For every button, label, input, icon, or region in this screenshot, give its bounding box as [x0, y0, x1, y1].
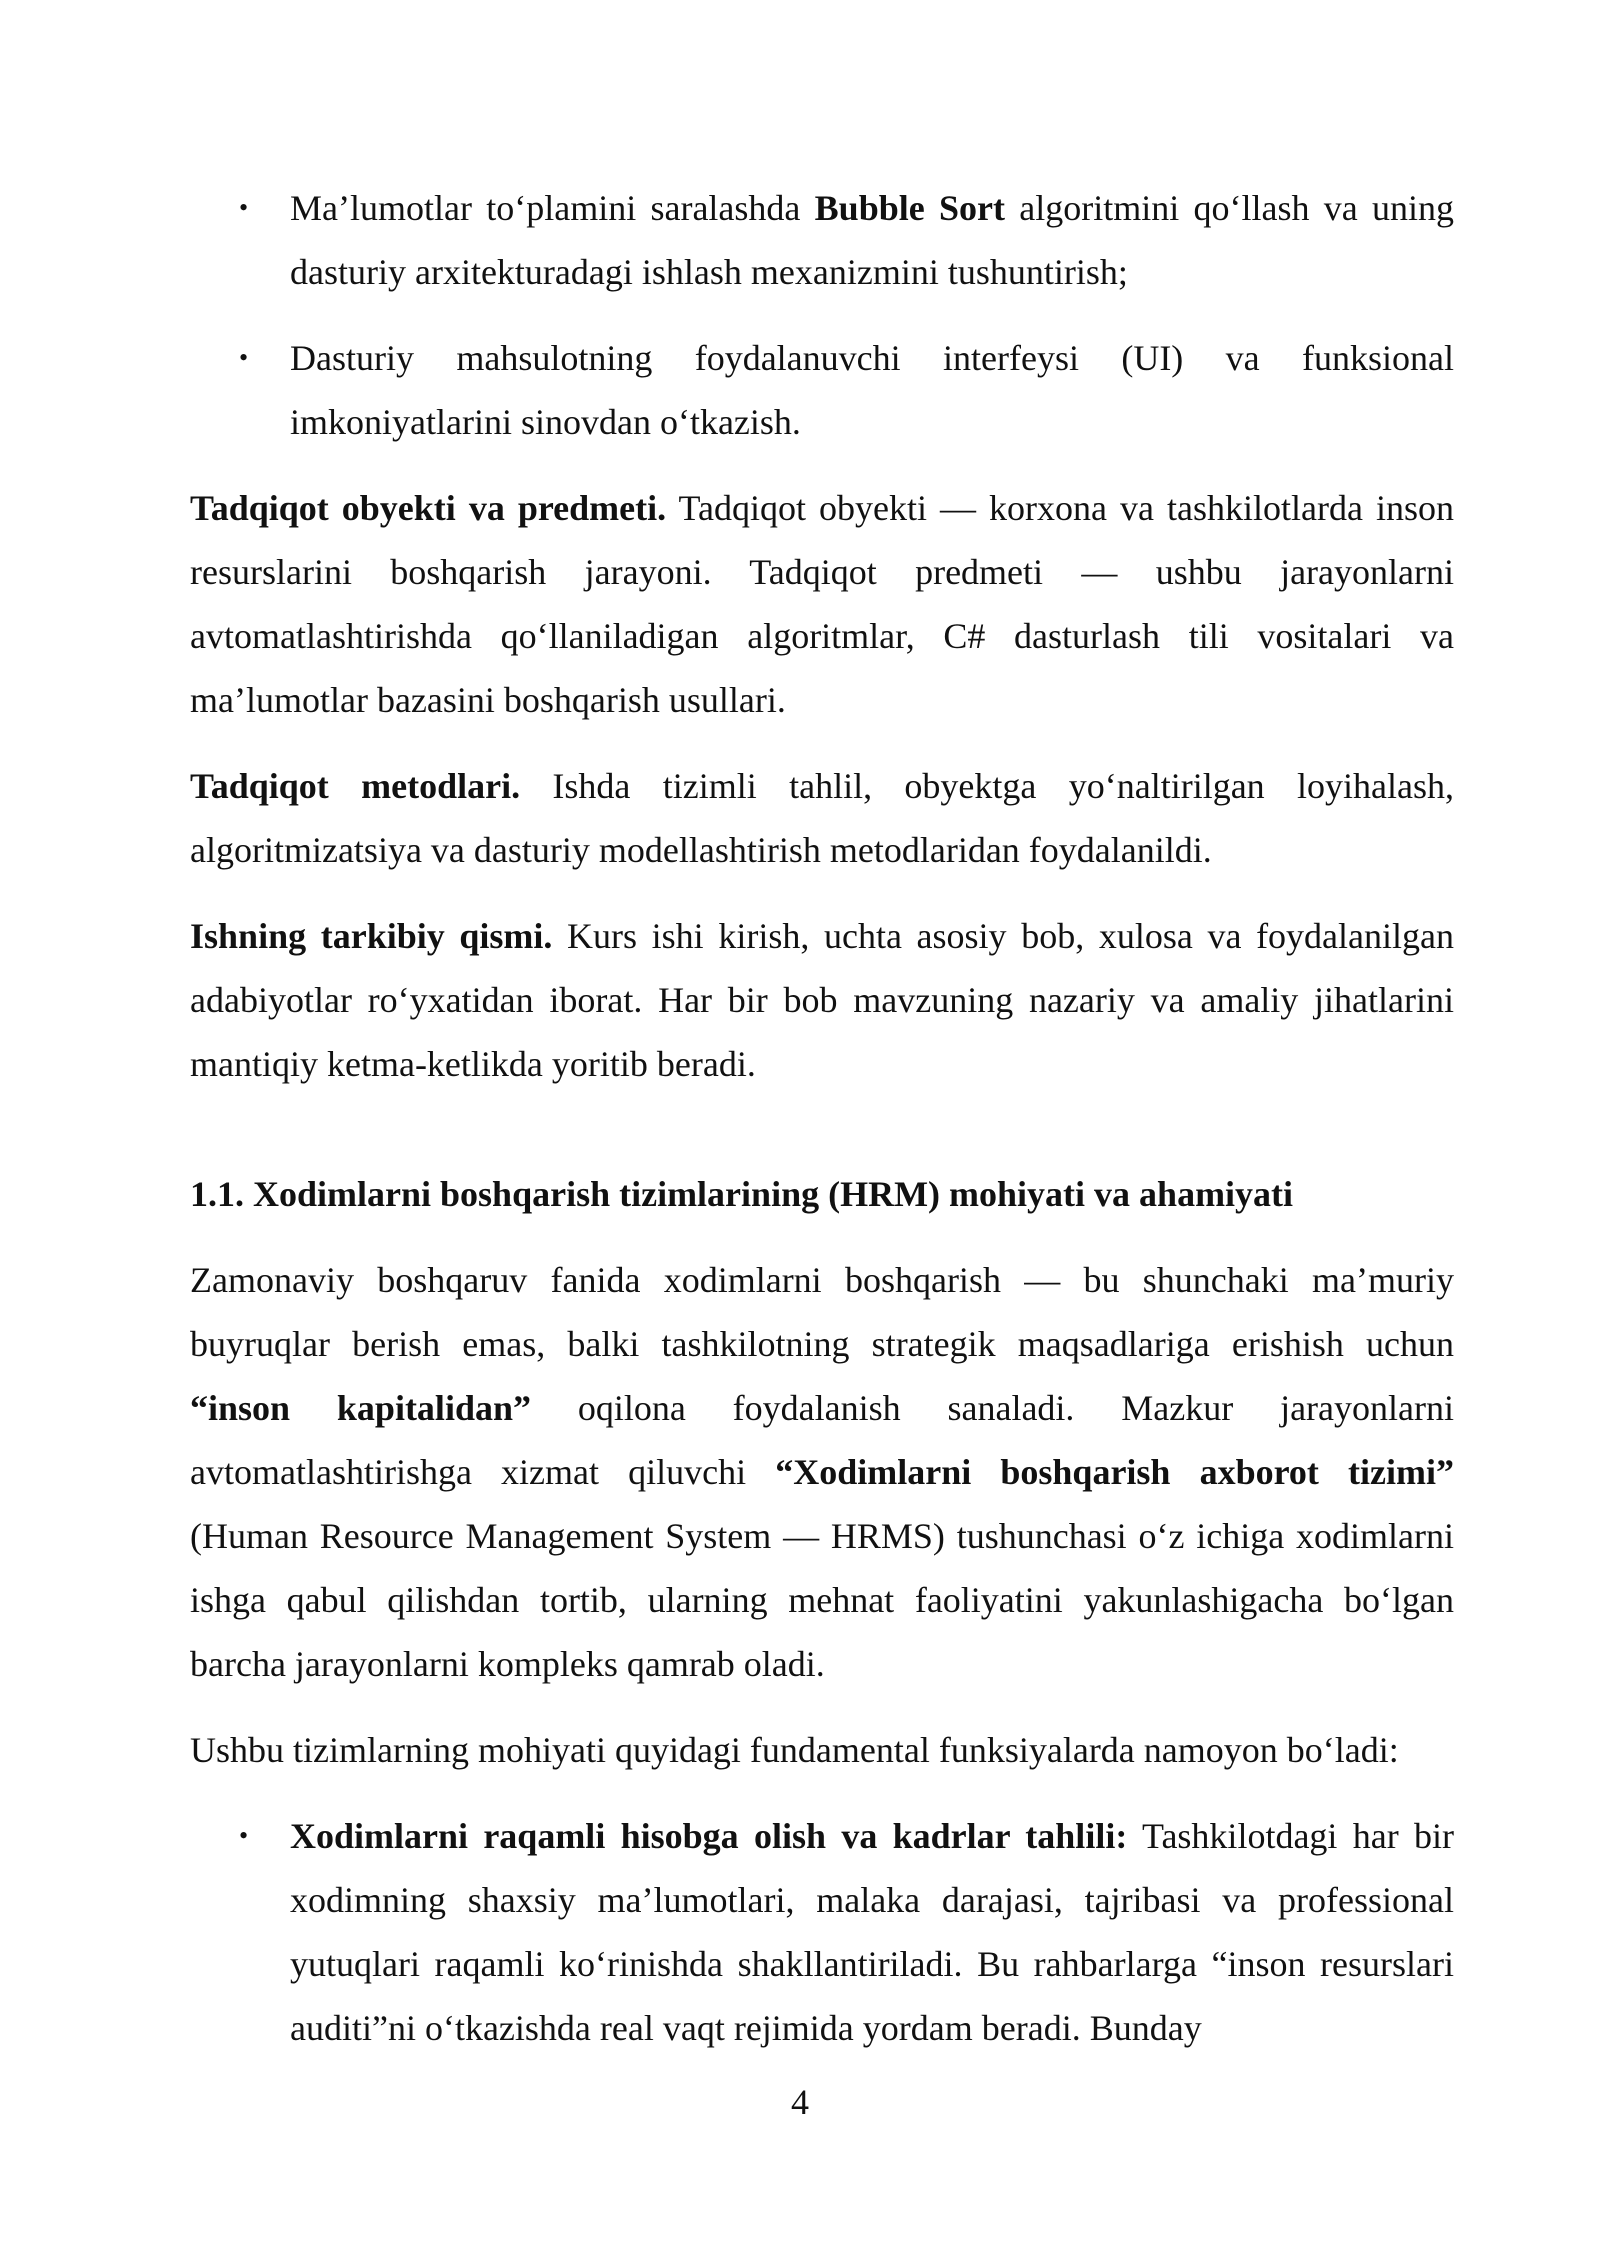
paragraph-text: Kurs ishi kirish, uchta asosiy bob, xulosa va foydalanilgan adabiyotlar ro‘yxatidan iborat. Har bir bob mavzuning nazariy va amaliy jihatlarini mantiqiy ketma-ketlikda yoritib beradi. [190, 916, 1455, 1084]
paragraph-bold: “inson kapitalidan” [190, 1388, 531, 1428]
paragraph-label: Tadqiqot obyekti va predmeti. [190, 488, 667, 528]
bullet-icon: • [239, 193, 249, 222]
list-item-text: Dasturiy mahsulotning foydalanuvchi interfeysi (UI) va funksional imkoniyatlarini sinovdan o‘tkazish. [290, 338, 1454, 442]
paragraph-text: Tadqiqot obyekti — korxona va tashkilotlarda inson resurslarini boshqarish jarayoni. Tadqiqot predmeti — ushbu jarayonlarni avtomatlashtirishda qo‘llaniladigan algoritmlar, C# dasturlash tili vositalari va ma’lumotlar bazasini boshqarish usullari. [190, 488, 1454, 720]
list-item-text: Ma’lumotlar to‘plamini saralashda [290, 188, 815, 228]
paragraph-bold: “Xodimlarni boshqarish axborot tizimi” [775, 1452, 1454, 1492]
paragraph-text: oqilona foydalanish sanaladi. Mazkur jarayonlarni avtomatlashtirishga xizmat qiluvchi [190, 1388, 1454, 1492]
paragraph-label: Tadqiqot metodlari. [190, 766, 521, 806]
hrm-intro-paragraph [190, 1248, 1454, 1696]
bullet-icon: • [239, 1821, 249, 1850]
research-object-paragraph [190, 476, 1454, 732]
list-item [190, 326, 1454, 454]
research-methods-paragraph [190, 754, 1454, 882]
paragraph-label: Ishning tarkibiy qismi. [190, 916, 553, 956]
paragraph-text: Zamonaviy boshqaruv fanida xodimlarni boshqarish — bu shunchaki ma’muriy buyruqlar berish emas, balki tashkilotning strategik maqsadlariga erishish uchun [190, 1260, 1454, 1364]
list-item-bold: Bubble Sort [814, 188, 1005, 228]
list-item [190, 176, 1454, 304]
paragraph-text: (Human Resource Management System — HRMS) tushunchasi o‘z ichiga xodimlarni ishga qabul qilishdan tortib, ularning mehnat faoliyatini yakunlashigacha bo‘lgan barcha jarayonlarni kompleks qamrab oladi. [190, 1516, 1454, 1684]
functions-intro-paragraph: Ushbu tizimlarning mohiyati quyidagi fundamental funksiyalarda namoyon bo‘ladi: [190, 1730, 1399, 1770]
list-item-text: algoritmini qo‘llash va uning dasturiy arxitekturadagi ishlash mexanizmini tushuntirish; [290, 188, 1454, 292]
list-item [190, 1804, 1454, 2060]
paragraph-text: Ishda tizimli tahlil, obyektga yo‘naltirilgan loyihalash, algoritmizatsiya va dasturiy modellashtirish metodlaridan foydalanildi. [190, 766, 1454, 870]
objectives-list [190, 176, 1454, 454]
functions-list [190, 1804, 1454, 2060]
list-item-text: Tashkilotdagi har bir xodimning shaxsiy ma’lumotlari, malaka darajasi, tajribasi va professional yutuqlari raqamli ko‘rinishda shakllantiriladi. Bu rahbarlarga “inson resurslari auditi”ni o‘tkazishda real vaqt rejimida yordam beradi. Bunday [290, 1816, 1454, 2048]
page-number: 4 [791, 2082, 809, 2122]
work-structure-paragraph [190, 904, 1454, 1096]
list-item-bold: Xodimlarni raqamli hisobga olish va kadrlar tahlili: [290, 1816, 1128, 1856]
section-heading: 1.1. Xodimlarni boshqarish tizimlarining (HRM) mohiyati va ahamiyati [190, 1174, 1294, 1214]
page-content [190, 176, 1454, 2082]
bullet-icon: • [239, 343, 249, 372]
